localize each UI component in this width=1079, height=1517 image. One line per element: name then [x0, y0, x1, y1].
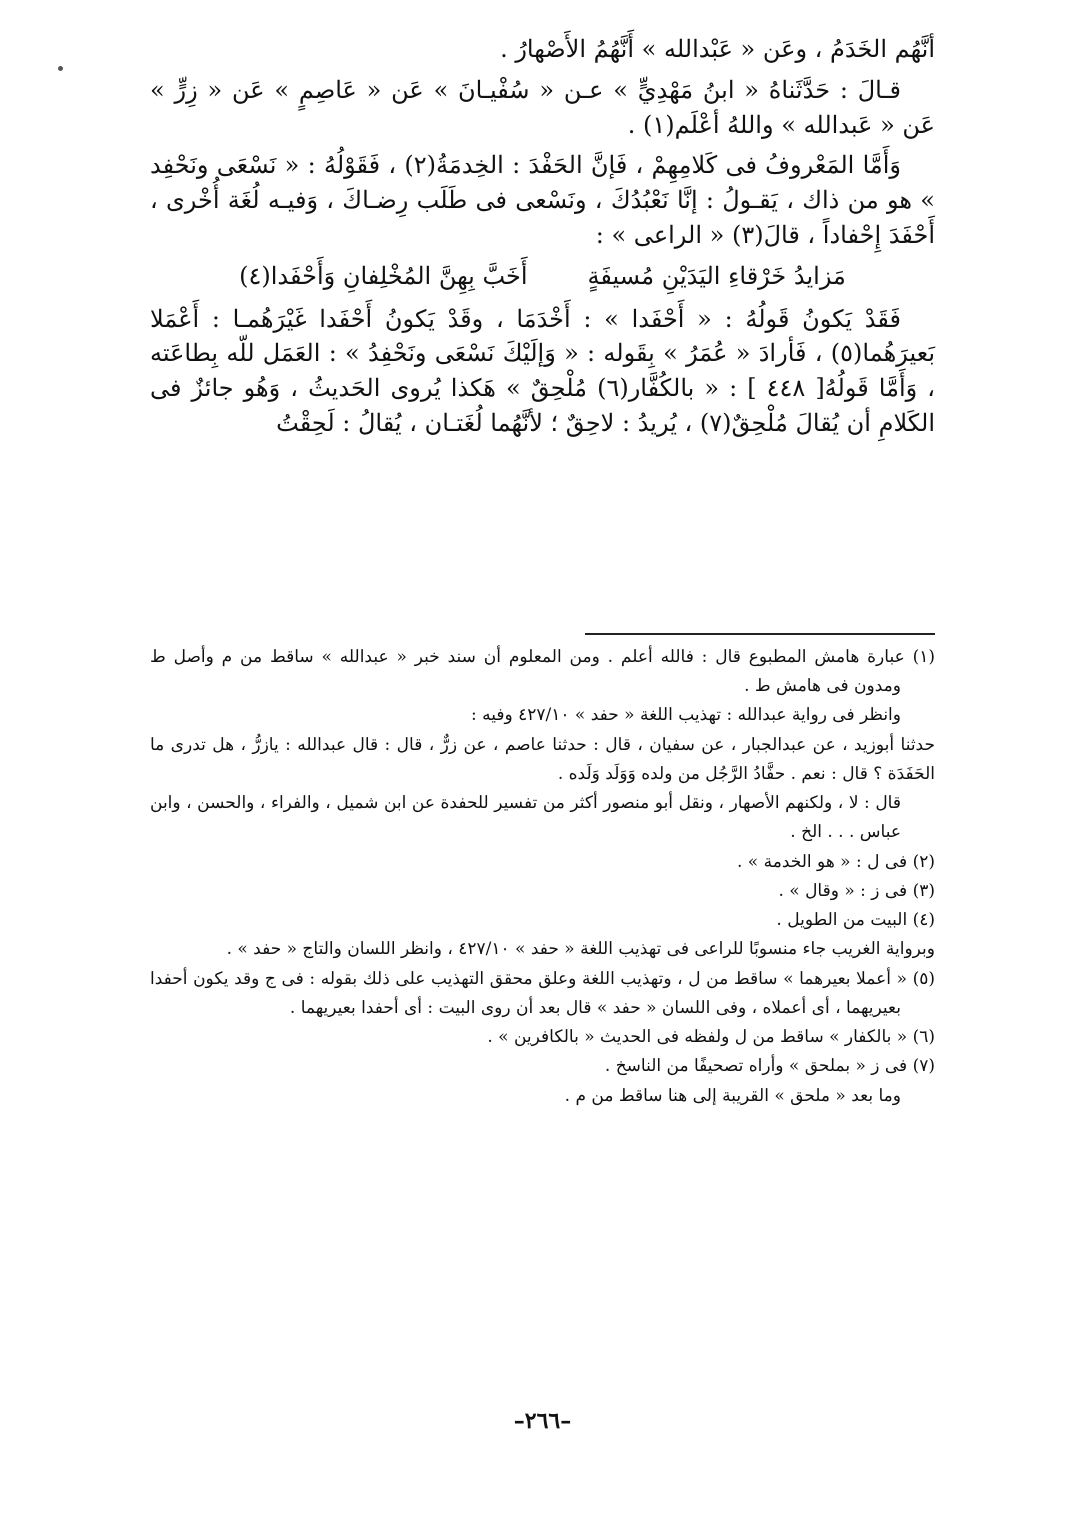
book-page [150, 18, 935, 1498]
poetry-verse [150, 259, 935, 294]
verse-left-hemistich: أَخَبَّ بِهِنَّ المُخْلِفانِ وَأَحْفَدا(٤) [239, 261, 528, 290]
verse-right-hemistich: مَزايدُ خَرْقاءِ اليَدَيْنِ مُسيفَةٍ [587, 261, 846, 290]
footnote-4-continuation: وبرواية الغريب جاء منسوبًا للراعى فى تهذيب اللغة « حفد » ٤٢٧/١٠ ، وانظر اللسان والتاج « حفد » . [226, 939, 935, 960]
footnote-5: (٥) « أعملا بعيرهما » ساقط من ل ، وتهذيب اللغة وعلق محقق التهذيب على ذلك بقوله : فى ج وقد يكون أحفدا بعيريهما ، أى أعملاه ، وفى اللسان « حفد » قال بعد أن روى البيت : أى أحفدا بعيريهما . [150, 968, 935, 1018]
footnote-1: (١) عبارة هامش المطبوع قال : فالله أعلم . ومن المعلوم أن سند خبر « عبدالله » ساقط من م وأصل ط ومدون فى هامش ط . [150, 647, 935, 697]
page-number: –٢٦٦– [513, 1408, 572, 1434]
footnote-2: (٢) فى ل : « هو الخدمة » . [737, 851, 935, 872]
footnote-3: (٣) فى ز : « وقال » . [778, 880, 935, 901]
footnotes [150, 643, 935, 1111]
scan-speck [58, 66, 63, 71]
main-paragraph-2: قـالَ : حَدَّثَناهُ « ابنُ مَهْدِيٍّ » عـن « سُفْيـانَ » عَن « عَاصِمٍ » عَن « زِرٍّ » عَن « عَبدالله » واللهُ أعْلَم(١) . [150, 75, 935, 139]
footnote-separator [585, 633, 935, 635]
main-text [150, 32, 935, 447]
footnote-1-quote: حدثنا أبوزيد ، عن عبدالجبار ، عن سفيان ، قال : حدثنا عاصم ، عن زرٌّ ، قال : قال عبدالله : يازرُّ ، هل تدرى ما الحَفَدَة ؟ قال : نعم . حفَّادُ الرَّجُل من ولده وَوَلَد وَلَده . [150, 734, 935, 784]
footnote-6: (٦) « بالكفار » ساقط من ل ولفظه فى الحديث « بالكافرين » . [487, 1027, 935, 1048]
footnote-4: (٤) البيت من الطويل . [776, 910, 935, 931]
main-paragraph-3: وَأَمَّا المَعْروفُ فى كَلامِهِمْ ، فَإنَّ الحَفْدَ : الخِدمَةُ(٢) ، فَقَوْلُهُ : « نَسْعَى ونَحْفِد » هو من ذاك ، يَقـولُ : إنَّا نَعْبُدُكَ ، ونَسْعى فى طَلَب رِضـاكَ ، وَفيـه لُغَة أُخْرى ، أَحْفَدَ إِحْفاداً ، قالَ(٣) « الراعى » : [150, 151, 935, 249]
footnote-1-ref: وانظر فى رواية عبدالله : تهذيب اللغة « حفد » ٤٢٧/١٠ وفيه : [471, 705, 901, 726]
main-paragraph-1: أنَّهُم الخَدَمُ ، وعَن « عَبْدالله » أَنَّهُمُ الأَصْهارُ . [500, 35, 935, 63]
footnote-7-continuation: وما بعد « ملحق » القريبة إلى هنا ساقط من م . [564, 1085, 901, 1106]
footnote-7: (٧) فى ز « بملحق » وأراه تصحيفًا من الناسخ . [604, 1056, 935, 1077]
main-paragraph-4: فَقَدْ يَكونُ قَولُهُ : « أَحْفَدا » : أَخْدَمَا ، وقَدْ يَكونُ أَحْفَدا غَيْرَهُمـا : أَعْمَلا بَعيرَهُما(٥) ، فَأرادَ « عُمَرُ » بِقَوله : « وَإلَيْكَ نَسْعَى ونَحْفِدُ » : العَمَل للّه بِطاعَته ، وَأَمَّا قَولُهُ[ ٤٤٨ ] : « بالكُفَّار(٦) مُلْحِقٌ » هَكذا يُروى الحَديثُ ، وَهُو جائزٌ فى الكَلامِ أن يُقالَ مُلْحِقٌ(٧) ، يُريدُ : لاحِقٌ ؛ لأنَّهُما لُغَتـان ، يُقالُ : لَحِقْتُ [150, 304, 935, 437]
footnote-1-continuation: قال : لا ، ولكنهم الأصهار ، ونقل أبو منصور أكثر من تفسير للحفدة عن ابن شميل ، والفراء ، والحسن ، وابن عباس . . . الخ . [150, 793, 901, 843]
